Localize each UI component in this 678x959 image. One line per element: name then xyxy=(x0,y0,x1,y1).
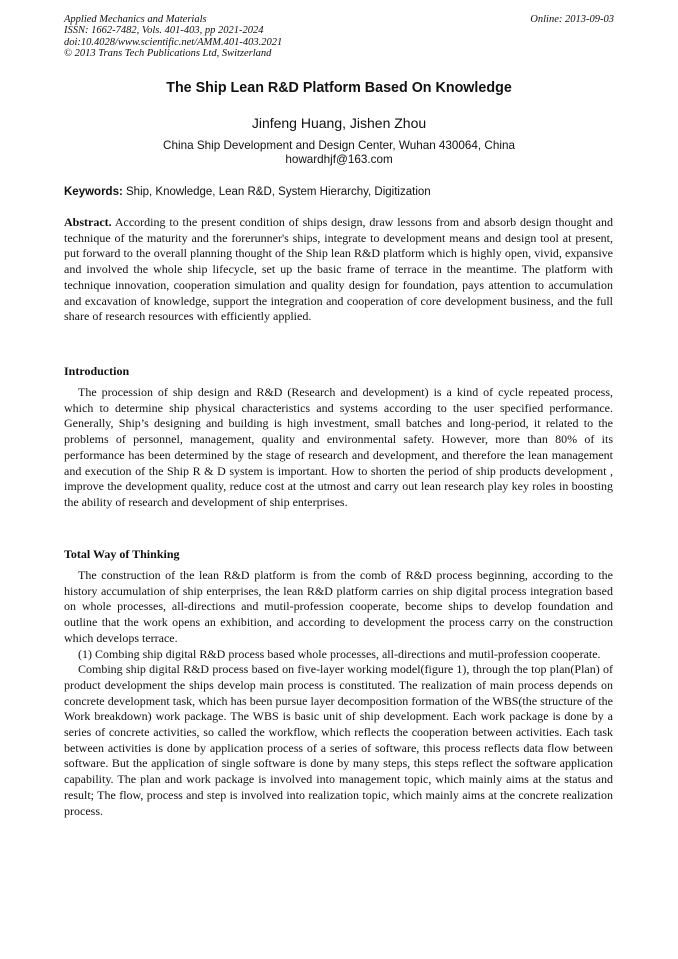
introduction-section xyxy=(64,385,613,511)
journal-issn: ISSN: 1662-7482, Vols. 401-403, pp 2021-2024 xyxy=(64,25,264,37)
total-way-heading: Total Way of Thinking xyxy=(64,547,180,561)
abstract-text: According to the present condition of ships design, draw lessons from and absorb design thought and technique of the maturity and the forerunner's ships, integrate to development means and design tool at present, put forward to the overall planning thought of the Ship lean R&D platform which is highly open, vivid, expansive and involved the whole ship lifecycle, set up the basic frame of terrace in the meantime. The platform with technique innovation, cooperation simulation and quality design for foundation, pays attention to accumulation and excavation of knowledge, support the integration and cooperation of core development business, and the full share of research resources with efficiently applied. xyxy=(64,215,613,324)
journal-name: Applied Mechanics and Materials xyxy=(64,14,207,25)
journal-header xyxy=(64,14,614,60)
journal-copyright: © 2013 Trans Tech Publications Ltd, Switzerland xyxy=(64,48,272,60)
abstract-section xyxy=(64,215,613,325)
introduction-paragraph: The procession of ship design and R&D (Research and development) is a kind of cycle repeated process, which to determine ship physical characteristics and systems according to the user specified performance. Generally, Ship’s designing and building is high investment, small batches and long-period, it related to the problems of personnel, management, quality and environmental safety. However, more than 80% of its performance has been determined by the stage of research and development, and therefore the lean management and execution of the Ship R & D system is important. How to shorten the period of ship products development , improve the development quality, reduce cost at the utmost and carry out lean research play key roles in boosting the ability of research and development of ship enterprises. xyxy=(64,385,613,509)
total-way-paragraph-2: (1) Combing ship digital R&D process based whole processes, all-directions and mutil-profession cooperate. xyxy=(78,646,601,661)
paper-authors: Jinfeng Huang, Jishen Zhou xyxy=(251,115,427,131)
total-way-paragraph-3: Combing ship digital R&D process based on five-layer working model(figure 1), through the top plan(Plan) of product development the ships develop main process is constituted. The realization of main process depends on concrete development task, which has been pursue layer decomposition formation of the WBS(the structure of the Work breakdown) work package. The WBS is basic unit of ship development. Each work package is done by a series of concrete activities, so called the workflow, which reflects the cooperation between activities. Each task between activities is done by application process of a series of software, this process reflects data flow between software. But the application of single software is done by many steps, this steps reflect the software application capability. The plan and work package is involved into management topic, which mainly aims at the status and result; The flow, process and step is involved into realization topic, which mainly aims at the concrete realization process. xyxy=(64,662,613,818)
paper-title: The Ship Lean R&D Platform Based On Knowledge xyxy=(166,80,512,96)
abstract-label: Abstract. xyxy=(64,215,112,229)
journal-doi: doi:10.4028/www.scientific.net/AMM.401-403.2021 xyxy=(64,36,283,48)
author-affiliation: China Ship Development and Design Center, Wuhan 430064, China xyxy=(163,139,515,152)
introduction-heading: Introduction xyxy=(64,364,130,378)
online-date: Online: 2013-09-03 xyxy=(530,14,614,25)
total-way-section xyxy=(64,568,613,819)
keywords-label: Keywords: xyxy=(64,186,123,198)
keywords-text: Ship, Knowledge, Lean R&D, System Hierarchy, Digitization xyxy=(126,186,431,198)
total-way-paragraph-1: The construction of the lean R&D platform is from the comb of R&D process beginning, according to the history accumulation of ship enterprises, the lean R&D platform carries on ship digital process integration based on whole processes, all-directions and mutil-profession cooperate, become ships to develop foundation and outline that the work opens an exhibition, and according to development the process carry on the construction which develops terrace. xyxy=(64,568,613,645)
author-email: howardhjf@163.com xyxy=(285,153,393,166)
keywords-line xyxy=(64,186,614,198)
author-affiliation-block xyxy=(64,139,614,167)
